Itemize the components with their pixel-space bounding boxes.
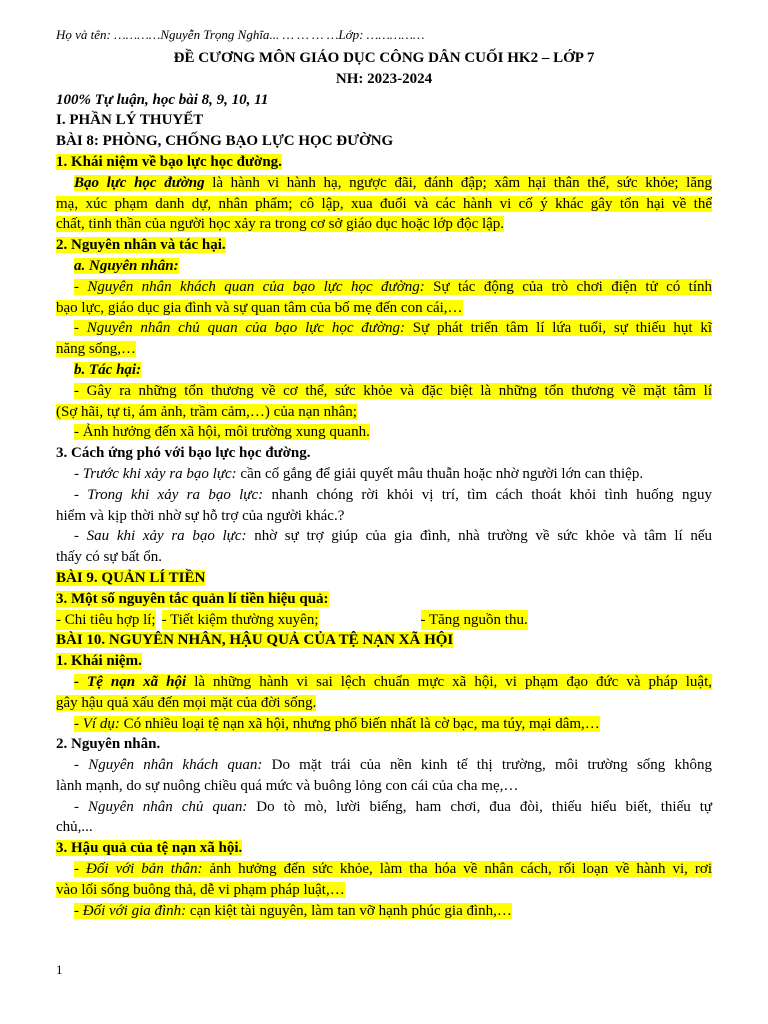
- b8-s2b-item1-line2: (Sợ hãi, tự ti, ám ảnh, trầm cảm,…) của nạn nhân;: [56, 403, 357, 420]
- b8-s2a-objective-line1: - Nguyên nhân khách quan của bạo lực học đường: Sự tác động của trò chơi điện tử có tính: [74, 278, 712, 295]
- b8-s2a-subjective-line2: năng sống,…: [56, 341, 136, 358]
- b10-s1-title: 1. Khái niệm.: [56, 653, 142, 670]
- class-label: ... … … … …Lớp: ……………: [269, 27, 425, 42]
- b9-principles: [56, 610, 712, 631]
- b10-s3-item1-line1: - Đối với bản thân: ảnh hưởng đến sức khỏe, làm tha hóa về nhân cách, rối loạn về hành vi, rơi: [74, 861, 712, 878]
- b8-s2a-title: a. Nguyên nhân:: [74, 257, 179, 274]
- b10-s2-title: 2. Nguyên nhân.: [56, 736, 161, 753]
- b10-s2-objective-line1: - Nguyên nhân khách quan: Do mặt trái của nền kinh tế thị trường, môi trường sống không: [74, 757, 712, 774]
- b9-principle-3: - Tăng nguồn thu.: [421, 610, 528, 631]
- b8-s1-line1: Bạo lực học đường là hành vi hành hạ, ngược đãi, đánh đập; xâm hại thân thể, sức khỏe; lăng: [74, 174, 712, 191]
- b10-s3-item2: - Đối với gia đình: cạn kiệt tài nguyên, làm tan vỡ hạnh phúc gia đình,…: [74, 902, 512, 919]
- b8-s1-line2: mạ, xúc phạm danh dự, nhân phẩm; cô lập, xua đuổi và các hành vi cố ý khác gây tổn hại về thể: [56, 195, 712, 212]
- exam-scope: 100% Tự luận, học bài 8, 9, 10, 11: [56, 91, 269, 108]
- b8-s3-item2-line1: - Trong khi xảy ra bạo lực: nhanh chóng rời khỏi vị trí, tìm cách thoát khỏi tình huống nguy: [74, 486, 712, 503]
- b10-s3-title: 3. Hậu quả của tệ nạn xã hội.: [56, 840, 243, 857]
- b8-s1-line3: chất, tinh thần của người học xảy ra trong cơ sở giáo dục hoặc lớp độc lập.: [56, 216, 505, 233]
- b10-s2-subjective-line2: chủ,...: [56, 819, 93, 836]
- student-name: Nguyễn Trọng Nghĩa: [160, 27, 270, 42]
- b8-s2b-item2: - Ảnh hưởng đến xã hội, môi trường xung quanh.: [74, 424, 370, 441]
- b8-s3-item3-line1: - Sau khi xảy ra bạo lực: nhờ sự trợ giúp của gia đình, nhà trường về sức khỏe và tâm lí nếu: [74, 528, 713, 545]
- b10-s3-item1-line2: vào lối sống buông thả, dễ vi phạm pháp luật,…: [56, 881, 345, 898]
- b8-s2b-item1-line1: - Gây ra những tổn thương về cơ thể, sức khỏe và đặc biệt là những tổn thương về mặt tâm lí: [74, 382, 712, 399]
- b8-s2-title: 2. Nguyên nhân và tác hại.: [56, 237, 226, 254]
- student-header: [56, 26, 712, 44]
- lesson-10-title: BÀI 10. NGUYÊN NHÂN, HẬU QUẢ CỦA TỆ NẠN XÃ HỘI: [56, 632, 454, 649]
- b8-s3-title: 3. Cách ứng phó với bạo lực học đường.: [56, 445, 311, 462]
- b8-s2a-subjective-line1: - Nguyên nhân chủ quan của bạo lực học đường: Sự phát triển tâm lí lứa tuổi, sự thiếu hụt kĩ: [74, 320, 712, 337]
- b10-s1-example: - Ví dụ: Có nhiều loại tệ nạn xã hội, nhưng phổ biến nhất là cờ bạc, ma túy, mại dâm,…: [74, 715, 600, 732]
- b10-s2-objective-line2: lành mạnh, do sự nuông chiều quá mức và buông lỏng con cái của cha mẹ,…: [56, 777, 519, 794]
- b9-s3-title: 3. Một số nguyên tắc quản lí tiền hiệu quả:: [56, 590, 329, 607]
- lesson-9-title: BÀI 9. QUẢN LÍ TIỀN: [56, 569, 206, 586]
- lesson-8-title: BÀI 8: PHÒNG, CHỐNG BẠO LỰC HỌC ĐƯỜNG: [56, 133, 394, 150]
- b8-s2b-title: b. Tác hại:: [74, 361, 142, 378]
- name-label: Họ và tên: …………: [56, 27, 161, 42]
- part-heading: I. PHẦN LÝ THUYẾT: [56, 112, 204, 129]
- b10-s2-subjective-line1: - Nguyên nhân chủ quan: Do tò mò, lười biếng, ham chơi, đua đòi, thiếu hiểu biết, thiếu tự: [74, 798, 713, 815]
- b8-s1-title: 1. Khái niệm về bạo lực học đường.: [56, 153, 282, 170]
- b10-s1-line2: gây hậu quả xấu đến mọi mặt của đời sống.: [56, 694, 317, 711]
- page-number: 1: [56, 962, 63, 977]
- b8-s2a-objective-line2: bạo lực, giáo dục gia đình và sự quan tâm của bố mẹ đến con cái,…: [56, 299, 463, 316]
- b8-s3-item3-line2: thấy có sự bất ổn.: [56, 549, 163, 566]
- b8-s3-item1: - Trước khi xảy ra bạo lực: cần cố gắng để giải quyết mâu thuẫn hoặc nhờ người lớn can thiệp.: [74, 465, 644, 482]
- b8-s3-item2-line2: hiểm và kịp thời nhờ sự hỗ trợ của người khác.?: [56, 507, 345, 524]
- doc-title: ĐỀ CƯƠNG MÔN GIÁO DỤC CÔNG DÂN CUỐI HK2 – LỚP 7: [173, 50, 595, 66]
- school-year: NH: 2023-2024: [335, 70, 433, 87]
- b9-principle-2: - Tiết kiệm thường xuyên;: [162, 610, 319, 631]
- b9-principle-1: - Chi tiêu hợp lí;: [56, 610, 156, 631]
- b10-s1-line1: - Tệ nạn xã hội là những hành vi sai lệch chuẩn mực xã hội, vi phạm đạo đức và pháp luật,: [74, 673, 712, 690]
